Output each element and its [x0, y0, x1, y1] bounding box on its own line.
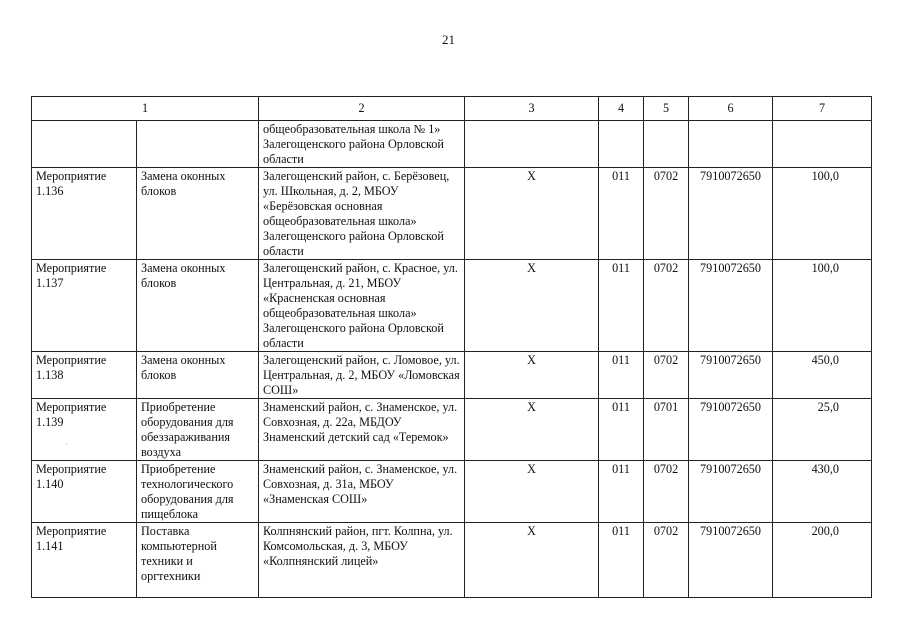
section-cell: 0702 — [644, 352, 689, 399]
target-article-cell: 7910072650 — [689, 399, 773, 461]
measure-name-cell: Приобретение технологического оборудования для пищеблока — [137, 461, 259, 523]
header-cell-5: 5 — [644, 97, 689, 121]
measure-name-cell: Приобретение оборудования для обеззараживания воздуха — [137, 399, 259, 461]
x-cell: Х — [465, 352, 599, 399]
table-row — [32, 523, 872, 598]
measure-name-cell: Поставка компьютерной техники и оргтехники — [137, 523, 259, 598]
header-cell-4: 4 — [599, 97, 644, 121]
measure-id-cell: Мероприятие 1.137 — [32, 260, 137, 352]
target-article-cell: 7910072650 — [689, 461, 773, 523]
section-cell: 0702 — [644, 461, 689, 523]
address-cell: Залегощенский район, с. Ломовое, ул. Центральная, д. 2, МБОУ «Ломовская СОШ» — [259, 352, 465, 399]
page-number: 21 — [442, 32, 455, 47]
amount-cell: 100,0 — [773, 168, 872, 260]
scan-speck: · — [65, 440, 68, 449]
table-row — [32, 260, 872, 352]
amount-cell: 430,0 — [773, 461, 872, 523]
measure-name-cell — [137, 121, 259, 168]
table-row — [32, 461, 872, 523]
address-cell: Колпнянский район, пгт. Колпна, ул. Комсомольская, д. 3, МБОУ «Колпнянский лицей» — [259, 523, 465, 598]
target-article-cell: 7910072650 — [689, 352, 773, 399]
code-cell: 011 — [599, 260, 644, 352]
header-cell-1: 1 — [32, 97, 259, 121]
x-cell: Х — [465, 260, 599, 352]
measure-id-cell — [32, 121, 137, 168]
code-cell: 011 — [599, 523, 644, 598]
section-cell: 0702 — [644, 168, 689, 260]
address-cell: Залегощенский район, с. Берёзовец, ул. Школьная, д. 2, МБОУ «Берёзовская основная общеобразовательная школа» Залегощенского района Орловской области — [259, 168, 465, 260]
table-row — [32, 168, 872, 260]
section-cell: 0702 — [644, 523, 689, 598]
x-cell: Х — [465, 399, 599, 461]
table-header-row — [32, 97, 872, 121]
target-article-cell: 7910072650 — [689, 260, 773, 352]
x-cell: Х — [465, 523, 599, 598]
code-cell: 011 — [599, 168, 644, 260]
measure-id-cell: Мероприятие 1.138 — [32, 352, 137, 399]
amount-cell: 25,0 — [773, 399, 872, 461]
amount-cell: 100,0 — [773, 260, 872, 352]
address-cell: Залегощенский район, с. Красное, ул. Центральная, д. 21, МБОУ «Красненская основная общеобразовательная школа» Залегощенского района Орловской области — [259, 260, 465, 352]
amount-cell: 450,0 — [773, 352, 872, 399]
section-cell: 0702 — [644, 260, 689, 352]
measures-table — [31, 96, 872, 598]
measure-id-cell: Мероприятие 1.139 — [32, 399, 137, 461]
target-article-cell — [689, 121, 773, 168]
target-article-cell: 7910072650 — [689, 523, 773, 598]
amount-cell: 200,0 — [773, 523, 872, 598]
x-cell — [465, 121, 599, 168]
address-cell: Знаменский район, с. Знаменское, ул. Совхозная, д. 22а, МБДОУ Знаменский детский сад «Теремок» — [259, 399, 465, 461]
table-row — [32, 399, 872, 461]
header-cell-7: 7 — [773, 97, 872, 121]
code-cell: 011 — [599, 352, 644, 399]
measure-id-cell: Мероприятие 1.141 — [32, 523, 137, 598]
section-cell: 0701 — [644, 399, 689, 461]
code-cell: 011 — [599, 461, 644, 523]
header-cell-6: 6 — [689, 97, 773, 121]
measure-name-cell: Замена оконных блоков — [137, 168, 259, 260]
address-cell: общеобразовательная школа № 1» Залегощенского района Орловской области — [259, 121, 465, 168]
target-article-cell: 7910072650 — [689, 168, 773, 260]
header-cell-2: 2 — [259, 97, 465, 121]
code-cell: 011 — [599, 399, 644, 461]
section-cell — [644, 121, 689, 168]
header-cell-3: 3 — [465, 97, 599, 121]
measure-id-cell: Мероприятие 1.140 — [32, 461, 137, 523]
address-cell: Знаменский район, с. Знаменское, ул. Совхозная, д. 31а, МБОУ «Знаменская СОШ» — [259, 461, 465, 523]
table-row — [32, 352, 872, 399]
measure-name-cell: Замена оконных блоков — [137, 352, 259, 399]
table-row — [32, 121, 872, 168]
amount-cell — [773, 121, 872, 168]
x-cell: Х — [465, 168, 599, 260]
measure-name-cell: Замена оконных блоков — [137, 260, 259, 352]
measure-id-cell: Мероприятие 1.136 — [32, 168, 137, 260]
x-cell: Х — [465, 461, 599, 523]
code-cell — [599, 121, 644, 168]
